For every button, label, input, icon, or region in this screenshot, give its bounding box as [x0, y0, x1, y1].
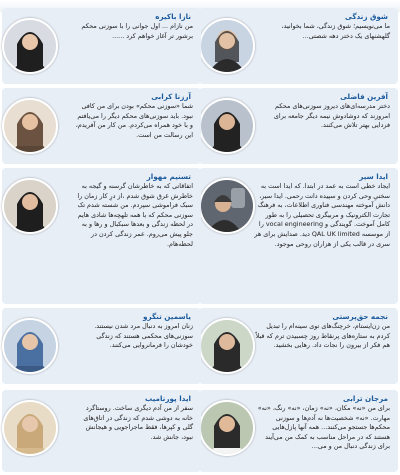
person-name: تسنیم مهوار: [146, 172, 191, 181]
avatar: [199, 178, 255, 234]
avatar: [2, 98, 58, 154]
quote-text: زنان امروز به دنبال مرد شدن نیستند. سوزنی‌های محکمی هستند که زندگی خودشان را فرمانروایی می‌کنند.: [94, 322, 193, 350]
avatar: [199, 318, 255, 374]
quote-text: ایجاد خطی است به عمد در ابتدا. که ایدا است به سختیِ وحی کردن و سپیده دانت رحمی. ایدا سیر، دانش آموخته مهندسی فناوری اطلاعات، به فرهنگ تجارت الکترونیک و مربیگری تحصیلی را به طور کامل آموخت. گویندگی و vocal engineering را از موسسه QAL UK limited دید. صدایش برای هر سری در قالب یکی از هزاران روحی موجود.: [254, 182, 390, 248]
person-name: ایدا سیر: [359, 172, 388, 181]
quote-text: من زن‌ایستام، خرچنگ‌های توی سینه‌ام را تبدیل کردم به ستاره‌های پرنقاط روز چسبیدن ترم که قبلاً هم فکر از بیرون را نجات داد. رهایی بخشید.: [255, 322, 390, 350]
quote-text: من نازام ... اول جوانی را با سوزنی محکم برشور تر آغاز خواهم کرد ......: [81, 22, 193, 40]
avatar: [199, 98, 255, 154]
quote-text: اتفاقاتی که به خاطرشان گرسنه و گیجه به خاطرش غرق شوق شدم ،از درِ کار زمان را سبک فراموشی سپردم. من شسته شدم تک سوزنی محکم که با همه تلهچه‌ها شادی هایم در لحظه زندگی و بعدها سبکبال و رها و به جلو پیش می‌روم. عمر زندگی کردن در لحظه‌هام.: [77, 182, 193, 248]
profile-card: [2, 390, 201, 472]
quote-text: شما «سوزنی محکم» بودن برای من کافی نبود. باید سوزنی‌های محکم دیگر را می‌یافتم و با خود همراه می‌کردم. من کار من آفریدم، این رسالت من است.: [75, 102, 193, 139]
avatar: [199, 18, 255, 74]
person-name: یاسمین تنگرو: [143, 312, 191, 321]
person-name: آرزنا کرابی: [151, 92, 191, 101]
avatar: [2, 178, 58, 234]
avatar: [199, 400, 255, 456]
profile-card: [2, 8, 201, 84]
profile-card: [199, 88, 398, 164]
profile-card: [199, 308, 398, 384]
person-name: مرجان ترابی: [342, 394, 388, 403]
avatar: [2, 318, 58, 374]
profile-card: [2, 168, 201, 304]
person-name: آفرین فاضلی: [340, 92, 388, 101]
profile-card: [2, 88, 201, 164]
profile-card: [199, 390, 398, 472]
person-name: شوق زندگی: [345, 12, 388, 21]
quote-text: دختر مدرسه‌ای‌های دیروز سوزنی‌های محکم امروزند که دوشادوش نیمه دیگر جامعه برای فردایی بهتر تلاش می‌کنند.: [273, 102, 390, 130]
quote-text: ما می‌نویسیم؛ شوق زندگی، شما بخوانید، گلهشنهای یک دختر دهه شصتی...: [281, 22, 390, 40]
quote-text: برای من «نه» مکان، «نه» زمان، «نه» رنگ، «نه» مهارت. «نه» شخصیت‌ها نه آدم‌ها و سوزنی محکم‌ها جستجو می‌کنند... همه آنها پازل‌هایی هستند که در مراحل مناسب به کمک من می‌آیند برای زندگی دنبال من و می...: [257, 404, 390, 451]
quote-text: سفر از من آدم دیگری ساخت. روستاگرد خانه به دوشی شدم که زندگی در اتاق‌های گلی و کپرها، فقط ماجراجویی و هیجانش نبود، جانش شد.: [83, 404, 193, 441]
person-name: نجمه حق‌پرستی: [332, 312, 388, 321]
profile-card: [199, 168, 398, 304]
person-name: نازا باکیره: [155, 12, 191, 21]
person-name: ایدا پورنامیب: [144, 394, 191, 403]
profile-card: [199, 8, 398, 84]
avatar: [2, 400, 58, 456]
avatar: [2, 18, 58, 74]
profile-card: [2, 308, 201, 384]
